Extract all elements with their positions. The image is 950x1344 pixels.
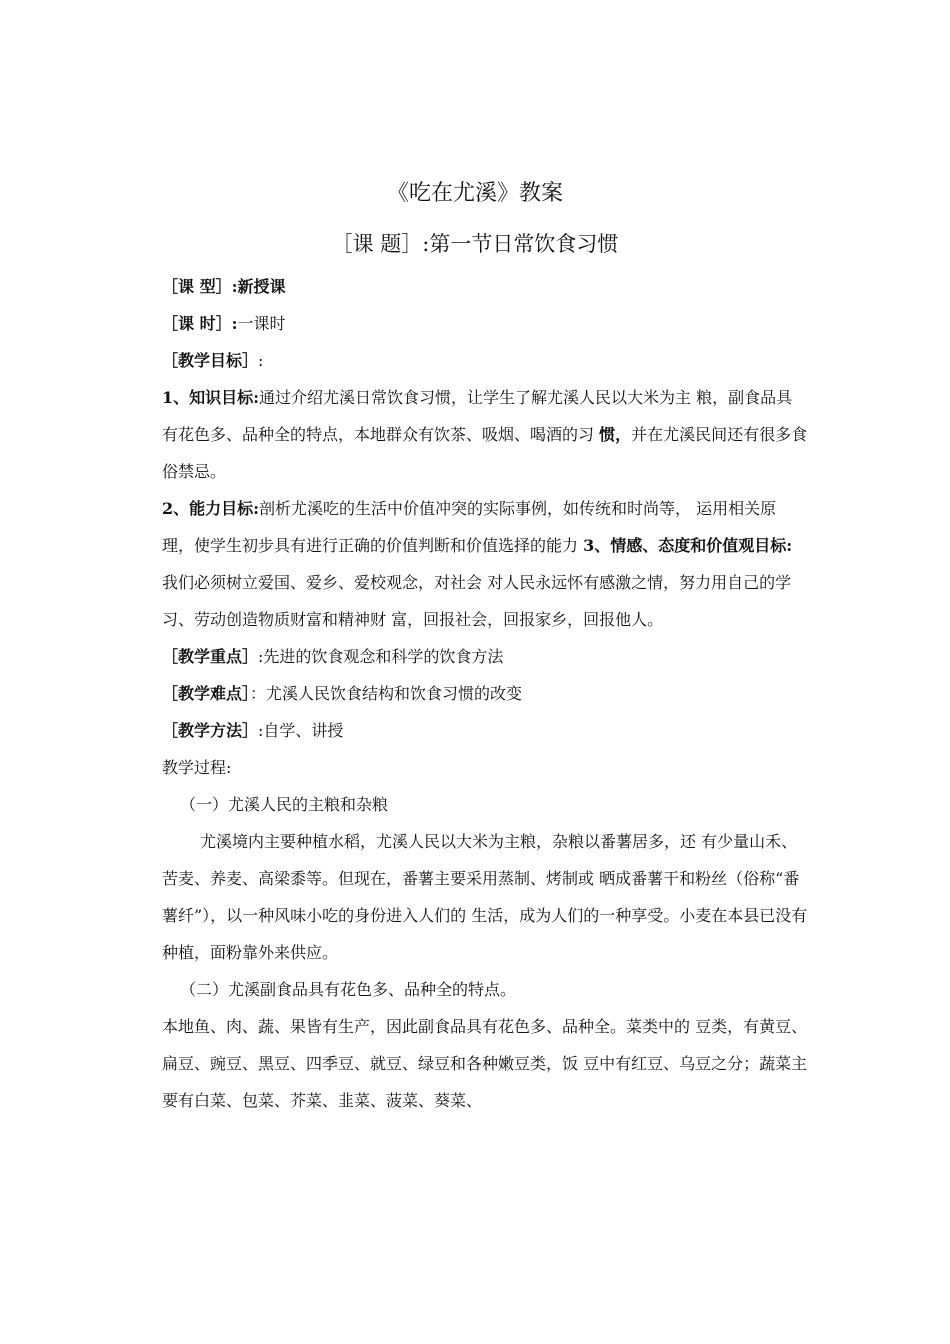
teaching-difficulty (162, 675, 808, 712)
goal-emotion-text: 我们必须树立爱国、爱乡、爱校观念，对社会 对人民永远怀有感激之情，努力用自己的学习、劳动创造物质财富和精神财 富，回报社会，回报家乡，回报他人。 (162, 573, 792, 629)
goal-knowledge (162, 379, 808, 490)
difficulty-label: ［教学难点］ (162, 684, 251, 703)
goal-knowledge-bold: 惯， (599, 425, 632, 444)
teaching-focus (162, 638, 808, 675)
lesson-type-value: 新授课 (237, 277, 286, 296)
goal-ability (162, 490, 808, 638)
focus-value: :先进的饮食观念和科学的饮食方法 (258, 647, 504, 666)
focus-label: ［教学重点］ (162, 647, 259, 666)
goals-heading (162, 342, 808, 379)
difficulty-value: ：尤溪人民饮食结构和饮食习惯的改变 (250, 684, 523, 703)
section-2-heading: （二）尤溪副食品具有花色多、品种全的特点。 (180, 980, 517, 999)
teaching-method (162, 712, 808, 749)
lesson-hours-value: 一课时 (237, 314, 286, 333)
goal-ability-label: 2、能力目标: (162, 499, 260, 518)
goal-knowledge-label: 1、知识目标: (162, 388, 260, 407)
goal-ability-text: 剖析尤溪吃的生活中价值冲突的实际事例，如传统和时尚等， 运用相关原理，使学生初步具有进行正确的价值判断和价值选择的能力 (162, 499, 777, 555)
goal-knowledge-tail: 并在尤溪民间还有很多食俗禁忌。 (162, 425, 808, 481)
document-body (162, 268, 808, 1119)
document-title: 《吃在尤溪》教案 (386, 181, 563, 206)
method-label: ［教学方法］ (162, 721, 259, 740)
goal-knowledge-text: 通过介绍尤溪日常饮食习惯，让学生了解尤溪人民以大米为主 粮，副食品具有花色多、品种全的特点，本地群众有饮茶、吸烟、喝酒的习 (162, 388, 793, 444)
process-heading: 教学过程: (162, 758, 232, 777)
lesson-type (162, 268, 808, 305)
lesson-hours (162, 305, 808, 342)
section-1-text: 尤溪境内主要种植水稻，尤溪人民以大米为主粮，杂粮以番薯居多，还 有少量山禾、苦麦、养麦、高梁黍等。但现在，番薯主要采用蒸制、烤制或 晒成番薯干和粉丝（俗称“番薯纤”），以一种风味小吃的身份进入人们的 生活，成为人们的一种享受。小麦在本县已没有种植，面粉靠外来供应。 (162, 832, 808, 962)
section-1-heading: （一）尤溪人民的主粮和杂粮 (180, 795, 389, 814)
goals-label: ［教学目标］ (162, 351, 259, 370)
lesson-hours-label: ［课 时］: (162, 314, 238, 333)
method-value: :自学、讲授 (258, 721, 344, 740)
lesson-subtitle: ［课 题］:第一节日常饮食习惯 (331, 232, 619, 256)
section-2-text: 本地鱼、肉、蔬、果皆有生产，因此副食品具有花色多、品种全。菜类中的 豆类，有黄豆、扁豆、豌豆、黑豆、四季豆、就豆、绿豆和各种嫩豆类，饭 豆中有红豆、乌豆之分；蔬菜主要有白菜、包菜、芥菜、韭菜、菠菜、葵菜、 (162, 1017, 808, 1110)
goals-colon: : (258, 351, 264, 370)
lesson-type-label: ［课 型］: (162, 277, 238, 296)
goal-emotion-label: 3、情感、态度和价值观目标: (583, 536, 793, 555)
